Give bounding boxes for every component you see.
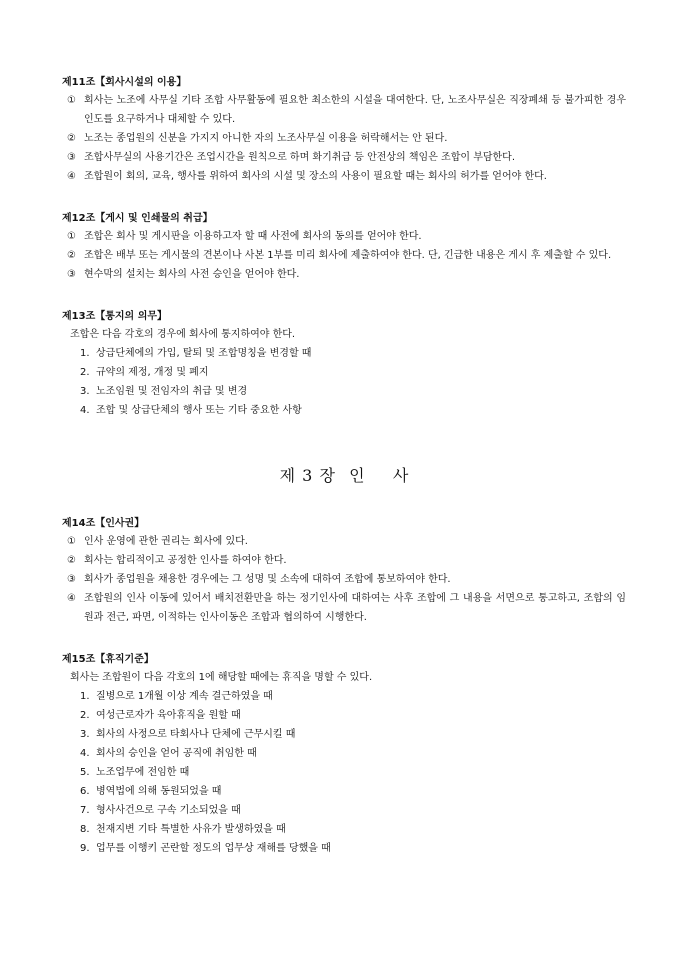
clause-marker: ① xyxy=(67,95,76,106)
list-item xyxy=(62,801,626,820)
clause-text: 조합은 배부 또는 게시물의 견본이나 사본 1부를 미리 회사에 제출하여야 한다. 단, 긴급한 내용은 게시 후 제출할 수 있다. xyxy=(84,250,612,261)
list-item-number: 5. xyxy=(80,767,90,778)
clause xyxy=(62,167,626,186)
list-item-text: 회사의 사정으로 타회사나 단체에 근무시킬 때 xyxy=(96,729,296,740)
list-item-number: 1. xyxy=(80,348,90,359)
list-item-number: 3. xyxy=(80,729,90,740)
clause-text: 조합사무실의 사용기간은 조업시간을 원칙으로 하며 화기취급 등 안전상의 책임은 조합이 부담한다. xyxy=(84,152,516,163)
list-item-text: 형사사건으로 구속 기소되었을 때 xyxy=(96,805,241,816)
list-item xyxy=(62,401,626,420)
list-item xyxy=(62,363,626,382)
clause-text: 회사는 합리적이고 공정한 인사를 하여야 한다. xyxy=(84,555,287,566)
list-item-text: 노조임원 및 전임자의 취급 및 변경 xyxy=(96,386,248,397)
clause xyxy=(62,227,626,246)
list-item-text: 업무를 이행키 곤란할 정도의 업무상 재해를 당했을 때 xyxy=(96,843,331,854)
clause-marker: ② xyxy=(67,555,76,566)
list-item xyxy=(62,725,626,744)
article-title: 제13조【통지의 의무】 xyxy=(62,311,168,322)
clause-marker: ① xyxy=(67,536,76,547)
list-item xyxy=(62,820,626,839)
spacer xyxy=(62,627,626,652)
list-item-number: 9. xyxy=(80,843,90,854)
article-14 xyxy=(62,516,626,627)
list-item-number: 7. xyxy=(80,805,90,816)
clause-marker: ④ xyxy=(67,593,76,604)
clause-marker: ④ xyxy=(67,171,76,182)
clause-text: 회사는 노조에 사무실 기타 조합 사무활동에 필요한 최소한의 시설을 대여한다. 단, 노조사무실은 직장폐쇄 등 불가피한 경우 인도를 요구하거나 대체할 수 있다. xyxy=(84,95,626,125)
clause xyxy=(62,91,626,129)
clause xyxy=(62,570,626,589)
chapter-heading: 제 3 장 인 사 xyxy=(279,466,409,485)
clause xyxy=(62,246,626,265)
clause-marker: ② xyxy=(67,133,76,144)
clause-text: 노조는 종업원의 신분을 가지지 아니한 자의 노조사무실 이용을 허락해서는 안 된다. xyxy=(84,133,448,144)
list-item-text: 여성근로자가 육아휴직을 원할 때 xyxy=(96,710,241,721)
list-item-number: 3. xyxy=(80,386,90,397)
list-item xyxy=(62,839,626,858)
article-intro: 회사는 조합원이 다음 각호의 1에 해당할 때에는 휴직을 명할 수 있다. xyxy=(70,672,373,683)
list-item-text: 조합 및 상급단체의 행사 또는 기타 중요한 사항 xyxy=(96,405,302,416)
list-item xyxy=(62,687,626,706)
list-item xyxy=(62,706,626,725)
article-13 xyxy=(62,309,626,420)
list-item-text: 회사의 승인을 얻어 공직에 취임한 때 xyxy=(96,748,257,759)
clause-text: 회사가 종업원을 채용한 경우에는 그 성명 및 소속에 대하여 조합에 통보하여야 한다. xyxy=(84,574,451,585)
list-item xyxy=(62,763,626,782)
list-item-number: 1. xyxy=(80,691,90,702)
clause-marker: ③ xyxy=(67,152,76,163)
list-item xyxy=(62,382,626,401)
list-item-number: 2. xyxy=(80,367,90,378)
article-title: 제14조【인사권】 xyxy=(62,518,145,529)
article-title: 제11조【회사시설의 이용】 xyxy=(62,77,187,88)
clause-marker: ③ xyxy=(67,269,76,280)
article-intro: 조합은 다음 각호의 경우에 회사에 통지하여야 한다. xyxy=(70,329,296,340)
list-item xyxy=(62,782,626,801)
list-item-number: 8. xyxy=(80,824,90,835)
spacer xyxy=(62,284,626,309)
clause-text: 인사 운영에 관한 권리는 회사에 있다. xyxy=(84,536,248,547)
clause xyxy=(62,148,626,167)
clause-marker: ① xyxy=(67,231,76,242)
spacer xyxy=(62,186,626,211)
list-item-text: 질병으로 1개월 이상 계속 결근하였을 때 xyxy=(96,691,273,702)
list-item-number: 6. xyxy=(80,786,90,797)
clause-text: 조합원의 인사 이동에 있어서 배치전환만을 하는 정기인사에 대하여는 사후 조합에 그 내용을 서면으로 통고하고, 조합의 임원과 전근, 파면, 이적하는 인사이동은 조합과 협의하여 시행한다. xyxy=(84,593,626,623)
clause-text: 현수막의 설치는 회사의 사전 승인을 얻어야 한다. xyxy=(84,269,300,280)
list-item xyxy=(62,344,626,363)
list-item xyxy=(62,744,626,763)
article-title: 제12조【게시 및 인쇄물의 취급】 xyxy=(62,213,213,224)
list-item-number: 2. xyxy=(80,710,90,721)
clause-marker: ② xyxy=(67,250,76,261)
list-item-text: 상급단체에의 가입, 탈퇴 및 조합명칭을 변경할 때 xyxy=(96,348,312,359)
article-15 xyxy=(62,652,626,858)
article-title: 제15조【휴직기준】 xyxy=(62,654,154,665)
clause-marker: ③ xyxy=(67,574,76,585)
list-item-text: 천재지변 기타 특별한 사유가 발생하였을 때 xyxy=(96,824,286,835)
article-11 xyxy=(62,75,626,186)
list-item-text: 규약의 제정, 개정 및 폐지 xyxy=(96,367,209,378)
clause xyxy=(62,129,626,148)
clause xyxy=(62,265,626,284)
clause xyxy=(62,589,626,627)
article-12 xyxy=(62,211,626,284)
clause-text: 조합은 회사 및 게시판을 이용하고자 할 때 사전에 회사의 동의를 얻어야 한다. xyxy=(84,231,422,242)
clause xyxy=(62,532,626,551)
list-item-number: 4. xyxy=(80,405,90,416)
list-item-text: 병역법에 의해 동원되었을 때 xyxy=(96,786,222,797)
clause xyxy=(62,551,626,570)
clause-text: 조합원이 회의, 교육, 행사를 위하여 회사의 시설 및 장소의 사용이 필요할 때는 회사의 허가를 얻어야 한다. xyxy=(84,171,547,182)
list-item-text: 노조업무에 전임한 때 xyxy=(96,767,190,778)
list-item-number: 4. xyxy=(80,748,90,759)
